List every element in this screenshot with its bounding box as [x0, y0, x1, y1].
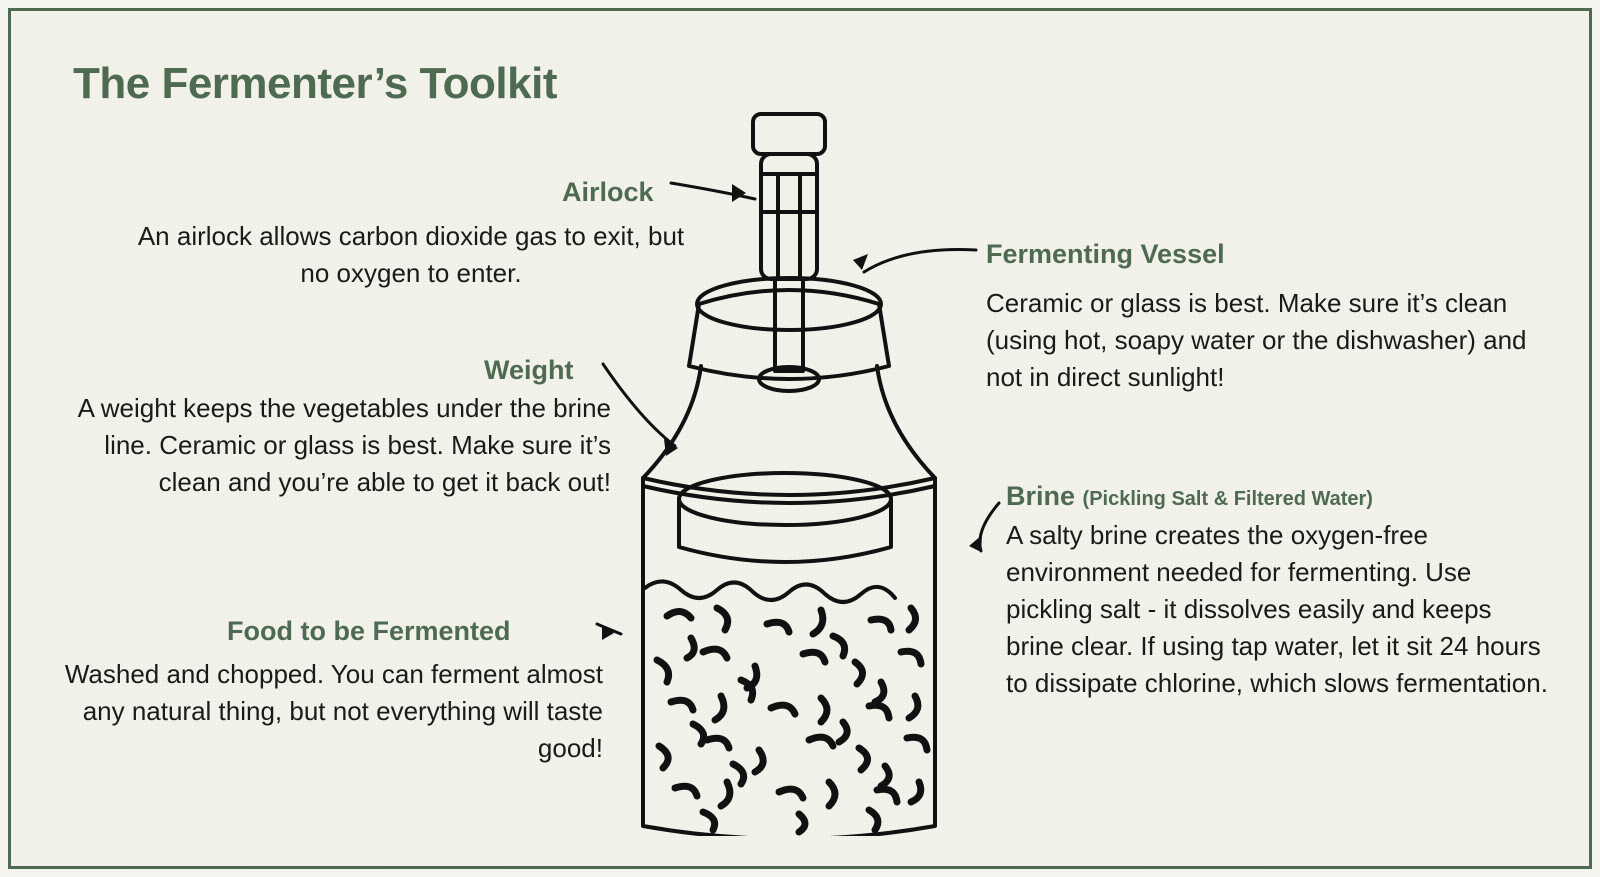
weight-description: A weight keeps the vegetables under the brine line. Ceramic or glass is best. Make sure it’s clean and you’re able to get it back out! — [77, 393, 611, 497]
page-title: The Fermenter’s Toolkit — [73, 59, 557, 108]
weight-label: Weight — [484, 355, 574, 385]
airlock-description: An airlock allows carbon dioxide gas to exit, but no oxygen to enter. — [137, 221, 685, 288]
brine-description: A salty brine creates the oxygen-free environment needed for fermenting. Use pickling salt - it dissolves easily and keeps brine clear. If using tap water, let it sit 24 hours to dissipate chlorine, which slows fermentation. — [1006, 520, 1548, 698]
airlock-label: Airlock — [562, 177, 654, 207]
brine-label — [1006, 481, 1373, 512]
fermenting-vessel-description: Ceramic or glass is best. Make sure it’s clean (using hot, soapy water or the dishwasher) and not in direct sunlight! — [986, 288, 1527, 392]
food-description: Washed and chopped. You can ferment almost any natural thing, but not everything will taste good! — [64, 659, 603, 763]
brine-label-sub: (Pickling Salt & Filtered Water) — [1082, 488, 1373, 510]
brine-label-main: Brine — [1006, 481, 1076, 511]
food-label: Food to be Fermented — [227, 616, 511, 646]
poster-frame — [8, 8, 1592, 869]
fermenting-vessel-label: Fermenting Vessel — [986, 239, 1225, 269]
